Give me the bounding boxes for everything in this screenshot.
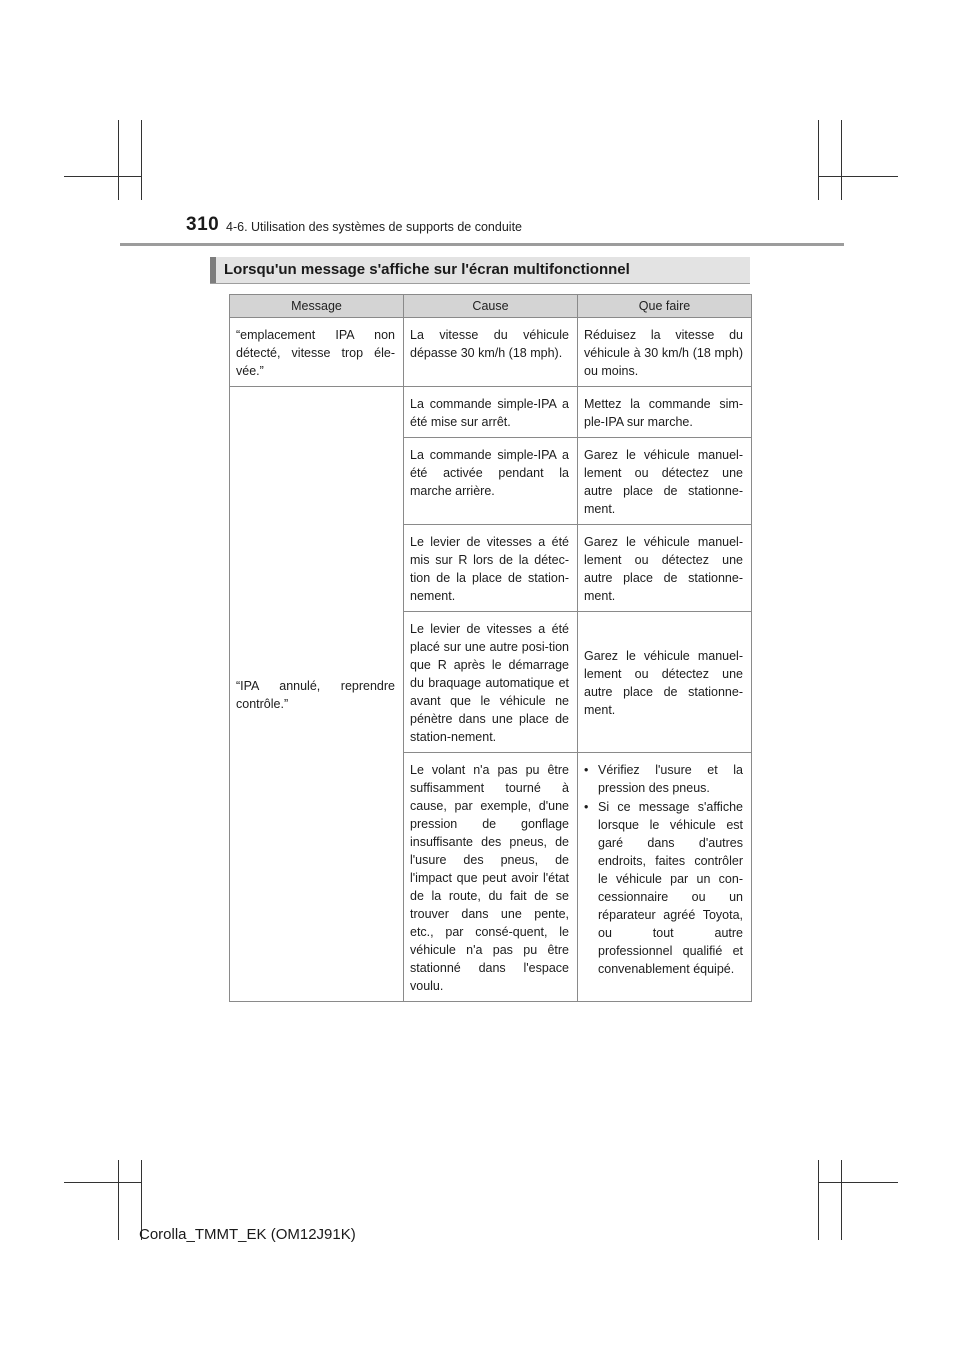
- action-cell: Garez le véhicule manuel-lement ou détectez une autre place de stationne-ment.: [578, 525, 752, 612]
- banner-accent-bar: [210, 257, 216, 283]
- cause-cell: Le levier de vitesses a été mis sur R lors de la détec-tion de la place de station-nement.: [404, 525, 578, 612]
- crop-mark: [64, 176, 142, 177]
- action-bullet-list: [584, 761, 743, 978]
- action-cell: Réduisez la vitesse du véhicule à 30 km/h (18 mph) ou moins.: [578, 318, 752, 387]
- bullet-item: • Si ce message s'affiche lorsque le véhicule est garé dans d'autres endroits, faites contrôler le véhicule par un con-cessionnaire ou un réparateur agréé Toyota, ou tout autre professionnel qualifié et convenablement équipé.: [584, 798, 743, 978]
- crop-mark: [64, 1182, 142, 1183]
- table-row: [230, 318, 752, 387]
- cause-cell: Le volant n'a pas pu être suffisamment tourné à cause, par exemple, d'une pression de gonflage insuffisante des pneus, de l'usure des pneus, de l'impact que peut avoir l'état de la route, du fait de se trouver dans une pente, etc., par consé-quent, le véhicule n'a pas pu être stationné dans l'espace voulu.: [404, 753, 578, 1002]
- section-banner: [210, 257, 750, 284]
- crop-mark: [841, 1160, 842, 1240]
- cause-cell: La commande simple-IPA a été activée pendant la marche arrière.: [404, 438, 578, 525]
- table-header-row: [230, 295, 752, 318]
- cause-cell: Le levier de vitesses a été placé sur une autre posi-tion que R après le démarrage du braquage automatique et avant que le véhicule ne pénètre dans une place de station-nement.: [404, 612, 578, 753]
- column-header-message: Message: [230, 295, 404, 318]
- crop-mark: [818, 176, 898, 177]
- crop-mark: [818, 1182, 898, 1183]
- action-cell: Garez le véhicule manuel-lement ou détectez une autre place de stationne-ment.: [578, 438, 752, 525]
- crop-mark: [118, 1160, 119, 1240]
- crop-mark: [818, 120, 819, 200]
- cause-cell: La vitesse du véhicule dépasse 30 km/h (18 mph).: [404, 318, 578, 387]
- page-number: 310: [186, 214, 220, 235]
- crop-mark: [818, 1160, 819, 1240]
- crop-mark: [841, 120, 842, 200]
- cause-cell: La commande simple-IPA a été mise sur arrêt.: [404, 387, 578, 438]
- message-cell: “IPA annulé, reprendre contrôle.”: [230, 387, 404, 1002]
- action-cell: Garez le véhicule manuel-lement ou détectez une autre place de stationne-ment.: [578, 612, 752, 753]
- section-header: 4-6. Utilisation des systèmes de supports de conduite: [226, 220, 522, 234]
- action-cell: [578, 753, 752, 1002]
- message-table: [229, 294, 752, 1002]
- crop-mark: [141, 120, 142, 200]
- action-cell: Mettez la commande sim-ple-IPA sur marche.: [578, 387, 752, 438]
- document-footer: Corolla_TMMT_EK (OM12J91K): [139, 1226, 356, 1243]
- column-header-cause: Cause: [404, 295, 578, 318]
- bullet-item: • Vérifiez l'usure et la pression des pneus.: [584, 761, 743, 797]
- table-row: [230, 387, 752, 438]
- message-cell: “emplacement IPA non détecté, vitesse trop éle-vée.”: [230, 318, 404, 387]
- crop-mark: [118, 120, 119, 200]
- header-rule: [120, 243, 844, 246]
- column-header-action: Que faire: [578, 295, 752, 318]
- banner-title: Lorsqu'un message s'affiche sur l'écran multifonctionnel: [224, 261, 630, 278]
